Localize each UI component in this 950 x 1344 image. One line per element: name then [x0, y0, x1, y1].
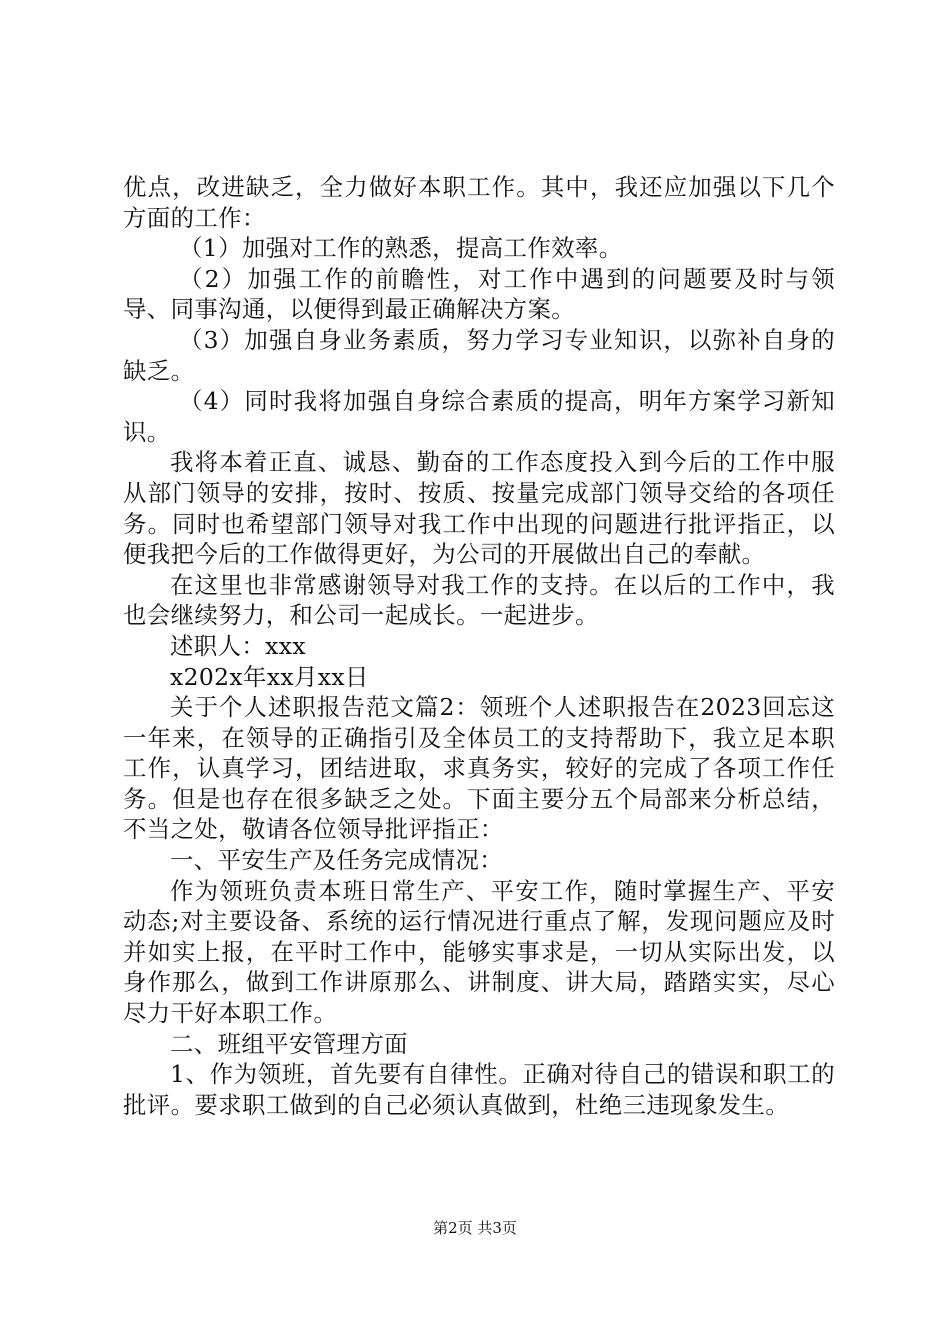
paragraph-12: 作为领班负责本班日常生产、平安工作，随时掌握生产、平安动态;对主要设备、系统的运行情况进行重点了解，发现问题应及时并如实上报，在平时工作中，能够实事求是，一切从实际出发，以身作那么，做到工作讲原那么、讲制度、讲大局，踏踏实实，尽心尽力干好本职工作。: [123, 876, 835, 1028]
paragraph-3: （2）加强工作的前瞻性，对工作中遇到的问题要及时与领导、同事沟通，以便得到最正确解决方案。: [123, 264, 835, 324]
paragraph-1: 优点，改进缺乏，全力做好本职工作。其中，我还应加强以下几个方面的工作：: [123, 173, 835, 232]
paragraph-4: （3）加强自身业务素质，努力学习专业知识，以弥补自身的缺乏。: [123, 325, 835, 385]
paragraph-14: 1、作为领班，首先要有自律性。正确对待自己的错误和职工的批评。要求职工做到的自己必须认真做到，杜绝三违现象发生。: [123, 1060, 835, 1119]
page-number: 第2页 共3页: [433, 1219, 517, 1237]
signature-line: 述职人：xxx: [170, 631, 306, 660]
section-heading-2: 二、班组平安管理方面: [170, 1029, 408, 1058]
paragraph-10: 关于个人述职报告范文篇2：领班个人述职报告在2023回忘这一年来，在领导的正确指引及全体员工的支持帮助下，我立足本职工作，认真学习，团结进取，求真务实，较好的完成了各项工作任务。但是也存在很多缺乏之处。下面主要分五个局部来分析总结，不当之处，敬请各位领导批评指正：: [123, 693, 835, 844]
paragraph-2: （1）加强对工作的熟悉，提高工作效率。: [179, 234, 623, 263]
paragraph-7: 在这里也非常感谢领导对我工作的支持。在以后的工作中，我也会继续努力，和公司一起成长。一起进步。: [123, 570, 835, 630]
document-body: [123, 172, 835, 1120]
paragraph-6: 我将本着正直、诚恳、勤奋的工作态度投入到今后的工作中服从部门领导的安排，按时、按质、按量完成部门领导交给的各项任务。同时也希望部门领导对我工作中出现的问题进行批评指正，以便我把今后的工作做得更好，为公司的开展做出自己的奉献。: [123, 448, 835, 569]
section-heading-1: 一、平安生产及任务完成情况：: [170, 846, 504, 875]
date-line: x202x年xx月xx日: [170, 662, 369, 691]
paragraph-5: （4）同时我将加强自身综合素质的提高，明年方案学习新知识。: [123, 387, 835, 446]
